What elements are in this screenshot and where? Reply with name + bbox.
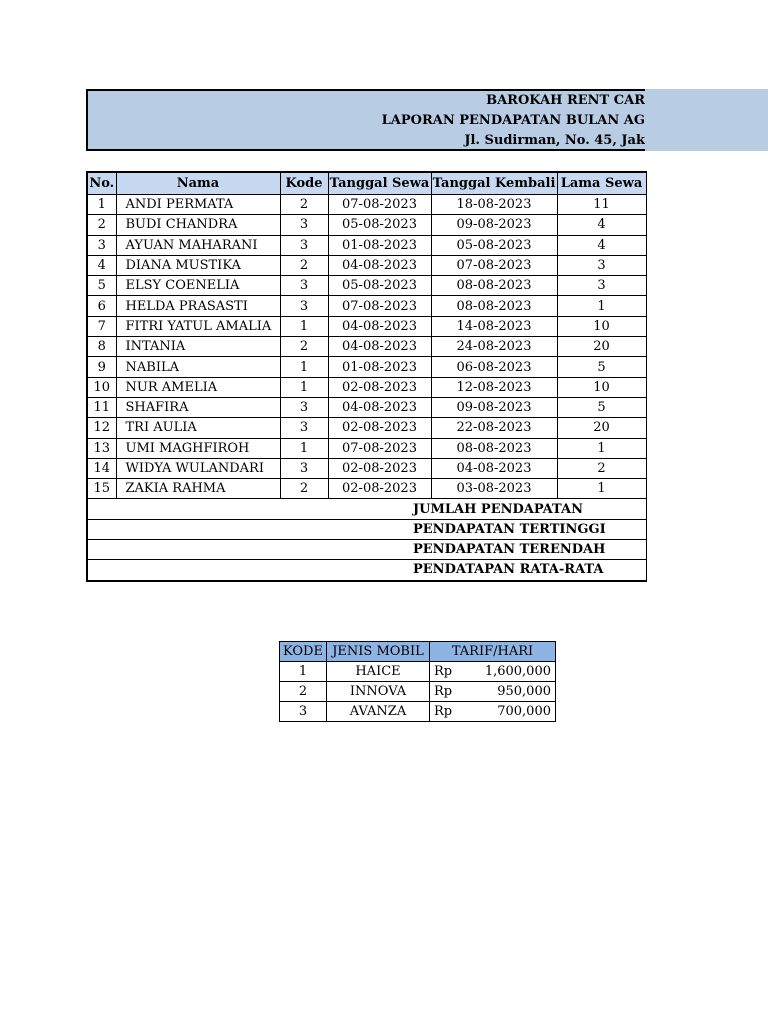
cell-kode: 3 bbox=[280, 276, 328, 296]
col-header-kode: Kode bbox=[280, 172, 328, 195]
table-row bbox=[87, 357, 646, 377]
cell-kode: 3 bbox=[280, 397, 328, 417]
col-header-lama-sewa: Lama Sewa bbox=[557, 172, 646, 195]
cell-kode: 2 bbox=[280, 195, 328, 215]
cell-lama-sewa: 10 bbox=[557, 316, 646, 336]
tariff-price bbox=[430, 702, 556, 722]
table-row bbox=[87, 479, 646, 499]
cell-nama: ELSY COENELIA bbox=[116, 276, 280, 296]
table-row bbox=[87, 296, 646, 316]
summary-row bbox=[87, 499, 646, 519]
cell-tanggal-sewa: 05-08-2023 bbox=[328, 215, 431, 235]
cell-lama-sewa: 5 bbox=[557, 357, 646, 377]
cell-no: 4 bbox=[87, 255, 116, 275]
cell-tanggal-kembali: 03-08-2023 bbox=[431, 479, 557, 499]
cell-nama: HELDA PRASASTI bbox=[116, 296, 280, 316]
cell-tanggal-sewa: 07-08-2023 bbox=[328, 296, 431, 316]
cell-nama: INTANIA bbox=[116, 337, 280, 357]
cell-nama: TRI AULIA bbox=[116, 418, 280, 438]
cell-tanggal-sewa: 02-08-2023 bbox=[328, 418, 431, 438]
cell-tanggal-kembali: 08-08-2023 bbox=[431, 296, 557, 316]
summary-row bbox=[87, 540, 646, 560]
cell-lama-sewa: 5 bbox=[557, 397, 646, 417]
cell-tanggal-sewa: 04-08-2023 bbox=[328, 255, 431, 275]
cell-kode: 2 bbox=[280, 479, 328, 499]
summary-label: JUMLAH PENDAPATAN bbox=[87, 499, 646, 519]
tariff-col-tarif: TARIF/HARI bbox=[430, 642, 556, 662]
tariff-price bbox=[430, 682, 556, 702]
cell-tanggal-kembali: 06-08-2023 bbox=[431, 357, 557, 377]
summary-label: PENDATAPAN RATA-RATA bbox=[87, 560, 646, 581]
currency-label: Rp bbox=[434, 704, 453, 719]
cell-tanggal-sewa: 01-08-2023 bbox=[328, 235, 431, 255]
cell-lama-sewa: 4 bbox=[557, 215, 646, 235]
cell-no: 15 bbox=[87, 479, 116, 499]
tariff-row bbox=[280, 662, 556, 682]
cell-kode: 3 bbox=[280, 418, 328, 438]
cell-lama-sewa: 10 bbox=[557, 377, 646, 397]
cell-tanggal-sewa: 01-08-2023 bbox=[328, 357, 431, 377]
company-name: BAROKAH RENT CAR bbox=[486, 93, 645, 108]
cell-lama-sewa: 20 bbox=[557, 337, 646, 357]
cell-nama: BUDI CHANDRA bbox=[116, 215, 280, 235]
cell-tanggal-kembali: 08-08-2023 bbox=[431, 438, 557, 458]
table-row bbox=[87, 418, 646, 438]
cell-lama-sewa: 3 bbox=[557, 255, 646, 275]
report-title: LAPORAN PENDAPATAN BULAN AG bbox=[381, 113, 645, 128]
cell-no: 9 bbox=[87, 357, 116, 377]
cell-lama-sewa: 3 bbox=[557, 276, 646, 296]
col-header-tanggal-sewa: Tanggal Sewa bbox=[328, 172, 431, 195]
cell-tanggal-kembali: 12-08-2023 bbox=[431, 377, 557, 397]
cell-tanggal-kembali: 18-08-2023 bbox=[431, 195, 557, 215]
company-address: Jl. Sudirman, No. 45, Jak bbox=[464, 133, 645, 148]
cell-nama: WIDYA WULANDARI bbox=[116, 458, 280, 478]
cell-no: 12 bbox=[87, 418, 116, 438]
cell-no: 14 bbox=[87, 458, 116, 478]
col-header-nama: Nama bbox=[116, 172, 280, 195]
cell-tanggal-sewa: 02-08-2023 bbox=[328, 458, 431, 478]
cell-tanggal-sewa: 02-08-2023 bbox=[328, 377, 431, 397]
cell-kode: 2 bbox=[280, 337, 328, 357]
tariff-col-jenis-mobil: JENIS MOBIL bbox=[327, 642, 430, 662]
cell-lama-sewa: 2 bbox=[557, 458, 646, 478]
cell-kode: 3 bbox=[280, 296, 328, 316]
summary-label: PENDAPATAN TERTINGGI bbox=[87, 519, 646, 539]
currency-label: Rp bbox=[434, 684, 453, 699]
table-row bbox=[87, 195, 646, 215]
table-row bbox=[87, 397, 646, 417]
tariff-jenis: HAICE bbox=[327, 662, 430, 682]
table-row bbox=[87, 337, 646, 357]
tariff-header-row bbox=[280, 642, 556, 662]
table-row bbox=[87, 215, 646, 235]
cell-tanggal-kembali: 09-08-2023 bbox=[431, 215, 557, 235]
cell-nama: DIANA MUSTIKA bbox=[116, 255, 280, 275]
cell-nama: SHAFIRA bbox=[116, 397, 280, 417]
cell-lama-sewa: 11 bbox=[557, 195, 646, 215]
cell-no: 1 bbox=[87, 195, 116, 215]
cell-no: 10 bbox=[87, 377, 116, 397]
summary-row bbox=[87, 560, 646, 581]
cell-tanggal-sewa: 02-08-2023 bbox=[328, 479, 431, 499]
cell-no: 6 bbox=[87, 296, 116, 316]
cell-nama: FITRI YATUL AMALIA bbox=[116, 316, 280, 336]
cell-lama-sewa: 1 bbox=[557, 479, 646, 499]
cell-lama-sewa: 4 bbox=[557, 235, 646, 255]
cell-kode: 1 bbox=[280, 377, 328, 397]
tariff-jenis: INNOVA bbox=[327, 682, 430, 702]
cell-tanggal-sewa: 04-08-2023 bbox=[328, 397, 431, 417]
cell-lama-sewa: 20 bbox=[557, 418, 646, 438]
cell-kode: 1 bbox=[280, 316, 328, 336]
cell-kode: 2 bbox=[280, 255, 328, 275]
tariff-row bbox=[280, 682, 556, 702]
table-row bbox=[87, 438, 646, 458]
table-header-row bbox=[87, 172, 646, 195]
tariff-col-kode: KODE bbox=[280, 642, 327, 662]
tariff-jenis: AVANZA bbox=[327, 702, 430, 722]
table-row bbox=[87, 377, 646, 397]
col-header-tanggal-kembali: Tanggal Kembali bbox=[431, 172, 557, 195]
col-header-no: No. bbox=[87, 172, 116, 195]
cell-kode: 3 bbox=[280, 235, 328, 255]
summary-row bbox=[87, 519, 646, 539]
cell-nama: UMI MAGHFIROH bbox=[116, 438, 280, 458]
cell-tanggal-kembali: 09-08-2023 bbox=[431, 397, 557, 417]
cell-tanggal-kembali: 24-08-2023 bbox=[431, 337, 557, 357]
cell-tanggal-sewa: 07-08-2023 bbox=[328, 195, 431, 215]
tariff-value: 700,000 bbox=[497, 704, 551, 719]
cell-kode: 3 bbox=[280, 458, 328, 478]
tariff-value: 1,600,000 bbox=[484, 664, 551, 679]
table-row bbox=[87, 235, 646, 255]
cell-tanggal-sewa: 04-08-2023 bbox=[328, 337, 431, 357]
cell-tanggal-kembali: 22-08-2023 bbox=[431, 418, 557, 438]
cell-tanggal-sewa: 04-08-2023 bbox=[328, 316, 431, 336]
currency-label: Rp bbox=[434, 664, 453, 679]
cell-lama-sewa: 1 bbox=[557, 296, 646, 316]
cell-nama: AYUAN MAHARANI bbox=[116, 235, 280, 255]
tariff-kode: 3 bbox=[280, 702, 327, 722]
cell-kode: 1 bbox=[280, 438, 328, 458]
cell-kode: 3 bbox=[280, 215, 328, 235]
cell-no: 5 bbox=[87, 276, 116, 296]
cell-nama: ZAKIA RAHMA bbox=[116, 479, 280, 499]
cell-tanggal-sewa: 05-08-2023 bbox=[328, 276, 431, 296]
table-row bbox=[87, 276, 646, 296]
rental-table bbox=[86, 171, 647, 582]
tariff-row bbox=[280, 702, 556, 722]
cell-tanggal-kembali: 07-08-2023 bbox=[431, 255, 557, 275]
cell-no: 11 bbox=[87, 397, 116, 417]
cell-tanggal-sewa: 07-08-2023 bbox=[328, 438, 431, 458]
cell-tanggal-kembali: 04-08-2023 bbox=[431, 458, 557, 478]
cell-tanggal-kembali: 08-08-2023 bbox=[431, 276, 557, 296]
cell-kode: 1 bbox=[280, 357, 328, 377]
table-row bbox=[87, 255, 646, 275]
cell-nama: NABILA bbox=[116, 357, 280, 377]
cell-tanggal-kembali: 14-08-2023 bbox=[431, 316, 557, 336]
table-row bbox=[87, 316, 646, 336]
tariff-table bbox=[279, 641, 556, 722]
cell-nama: NUR AMELIA bbox=[116, 377, 280, 397]
cell-no: 13 bbox=[87, 438, 116, 458]
cell-no: 3 bbox=[87, 235, 116, 255]
cell-lama-sewa: 1 bbox=[557, 438, 646, 458]
table-row bbox=[87, 458, 646, 478]
tariff-price bbox=[430, 662, 556, 682]
summary-label: PENDAPATAN TERENDAH bbox=[87, 540, 646, 560]
tariff-value: 950,000 bbox=[497, 684, 551, 699]
cell-no: 7 bbox=[87, 316, 116, 336]
tariff-kode: 2 bbox=[280, 682, 327, 702]
cell-no: 8 bbox=[87, 337, 116, 357]
cell-no: 2 bbox=[87, 215, 116, 235]
tariff-kode: 1 bbox=[280, 662, 327, 682]
cell-nama: ANDI PERMATA bbox=[116, 195, 280, 215]
cell-tanggal-kembali: 05-08-2023 bbox=[431, 235, 557, 255]
